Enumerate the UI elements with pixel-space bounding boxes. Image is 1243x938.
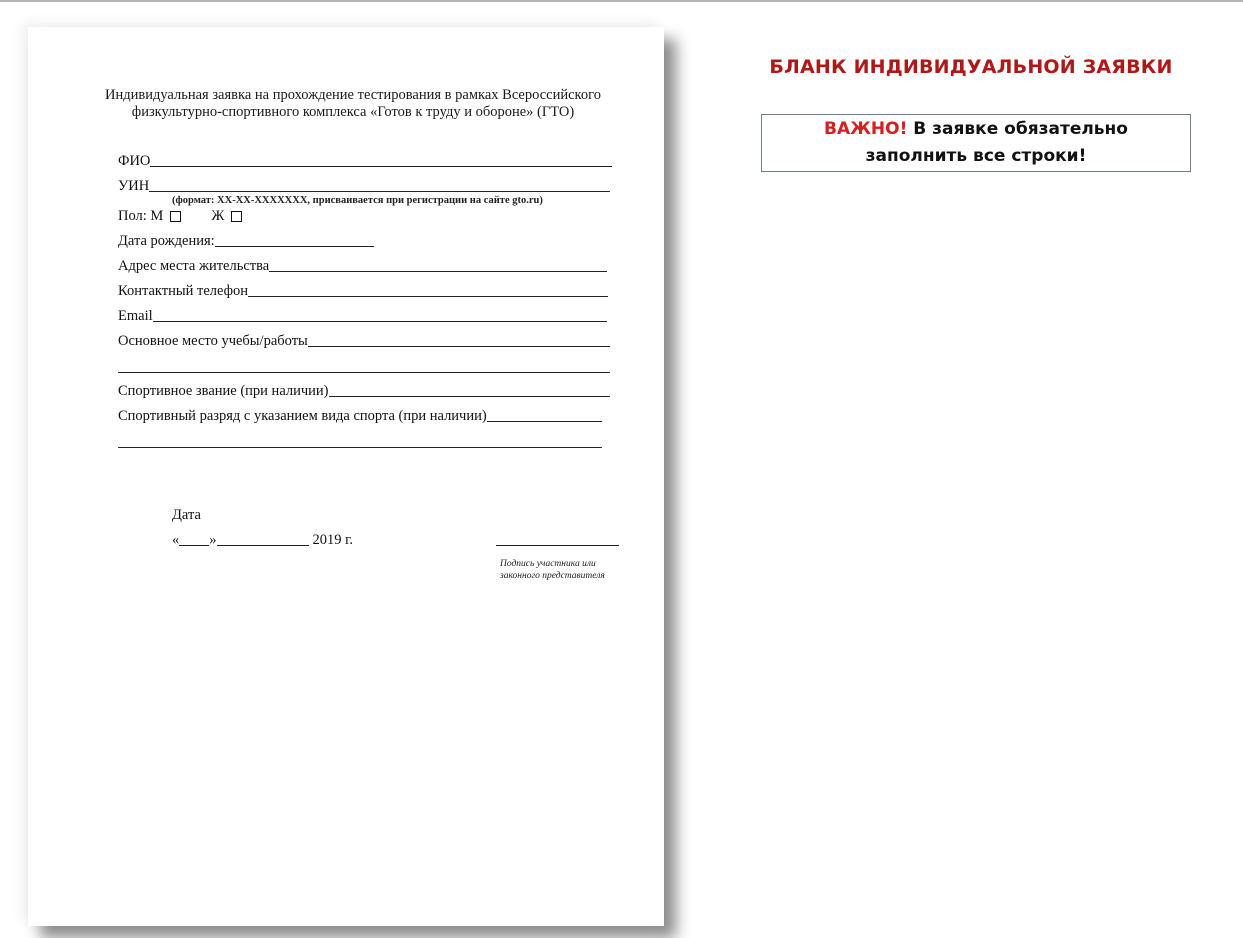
sex-female-checkbox[interactable] bbox=[231, 211, 242, 222]
workplace-input-line[interactable] bbox=[308, 332, 610, 347]
date-close-quote: » bbox=[209, 532, 217, 548]
sex-male-checkbox[interactable] bbox=[170, 211, 181, 222]
address-input-line[interactable] bbox=[269, 257, 607, 272]
notice-line-1 bbox=[762, 116, 1190, 143]
sex-label: Пол: М bbox=[118, 208, 164, 224]
form-title-line-1: Индивидуальная заявка на прохождение тестирования в рамках Всероссийского bbox=[105, 87, 601, 103]
sport-rank-input-line[interactable] bbox=[487, 407, 602, 422]
application-form-page bbox=[28, 27, 664, 926]
sport-rank-continuation-line[interactable] bbox=[118, 447, 602, 448]
sport-rank-row bbox=[118, 407, 602, 425]
address-row bbox=[118, 257, 607, 275]
sex-female-label: Ж bbox=[211, 208, 225, 224]
sport-rank-label: Спортивный разряд с указанием вида спорта (при наличии) bbox=[118, 408, 487, 424]
form-title bbox=[88, 87, 618, 121]
fio-row bbox=[118, 152, 612, 170]
signature-input-line[interactable] bbox=[496, 545, 619, 546]
signature-caption-line-2: законного представителя bbox=[500, 571, 605, 581]
signature-caption bbox=[500, 558, 605, 582]
workplace-label: Основное место учебы/работы bbox=[118, 333, 308, 349]
workplace-row bbox=[118, 332, 610, 350]
top-divider bbox=[0, 0, 1243, 2]
signature-caption-line-1: Подпись участника или bbox=[500, 559, 596, 569]
blank-title-heading: БЛАНК ИНДИВИДУАЛЬНОЙ ЗАЯВКИ bbox=[769, 56, 1173, 78]
sport-title-label: Спортивное звание (при наличии) bbox=[118, 383, 329, 399]
date-open-quote: « bbox=[172, 532, 180, 548]
date-label-row bbox=[172, 506, 201, 524]
sex-row bbox=[118, 207, 256, 225]
sport-title-input-line[interactable] bbox=[329, 382, 610, 397]
uin-row bbox=[118, 177, 610, 195]
uin-input-line[interactable] bbox=[149, 177, 610, 192]
sport-title-row bbox=[118, 382, 610, 400]
phone-label: Контактный телефон bbox=[118, 283, 249, 299]
uin-format-hint: (формат: ХХ-ХХ-ХХХХХХХ, присваивается при регистрации на сайте gto.ru) bbox=[172, 195, 543, 206]
phone-input-line[interactable] bbox=[248, 282, 608, 297]
email-input-line[interactable] bbox=[153, 307, 607, 322]
birth-date-input-line[interactable] bbox=[215, 232, 374, 247]
email-label: Email bbox=[118, 308, 153, 324]
address-label: Адрес места жительства bbox=[118, 258, 270, 274]
important-notice-box bbox=[761, 114, 1191, 172]
fio-label: ФИО bbox=[118, 153, 151, 169]
notice-text-2: заполнить все строки! bbox=[865, 146, 1087, 166]
date-row bbox=[172, 531, 353, 549]
birth-date-row bbox=[118, 232, 374, 250]
date-year: 2019 г. bbox=[312, 532, 354, 548]
date-label: Дата bbox=[172, 507, 201, 523]
date-month-input-line[interactable] bbox=[217, 531, 309, 546]
notice-text-1: В заявке обязательно bbox=[907, 119, 1128, 139]
uin-label: УИН bbox=[118, 178, 150, 194]
date-day-input-line[interactable] bbox=[179, 531, 209, 546]
phone-row bbox=[118, 282, 608, 300]
form-title-line-2: физкультурно-спортивного комплекса «Готов к труду и обороне» (ГТО) bbox=[131, 104, 575, 120]
birth-date-label: Дата рождения: bbox=[118, 233, 215, 249]
email-row bbox=[118, 307, 607, 325]
notice-accent: ВАЖНО! bbox=[824, 119, 908, 139]
workplace-continuation-line[interactable] bbox=[118, 372, 610, 373]
fio-input-line[interactable] bbox=[150, 152, 612, 167]
